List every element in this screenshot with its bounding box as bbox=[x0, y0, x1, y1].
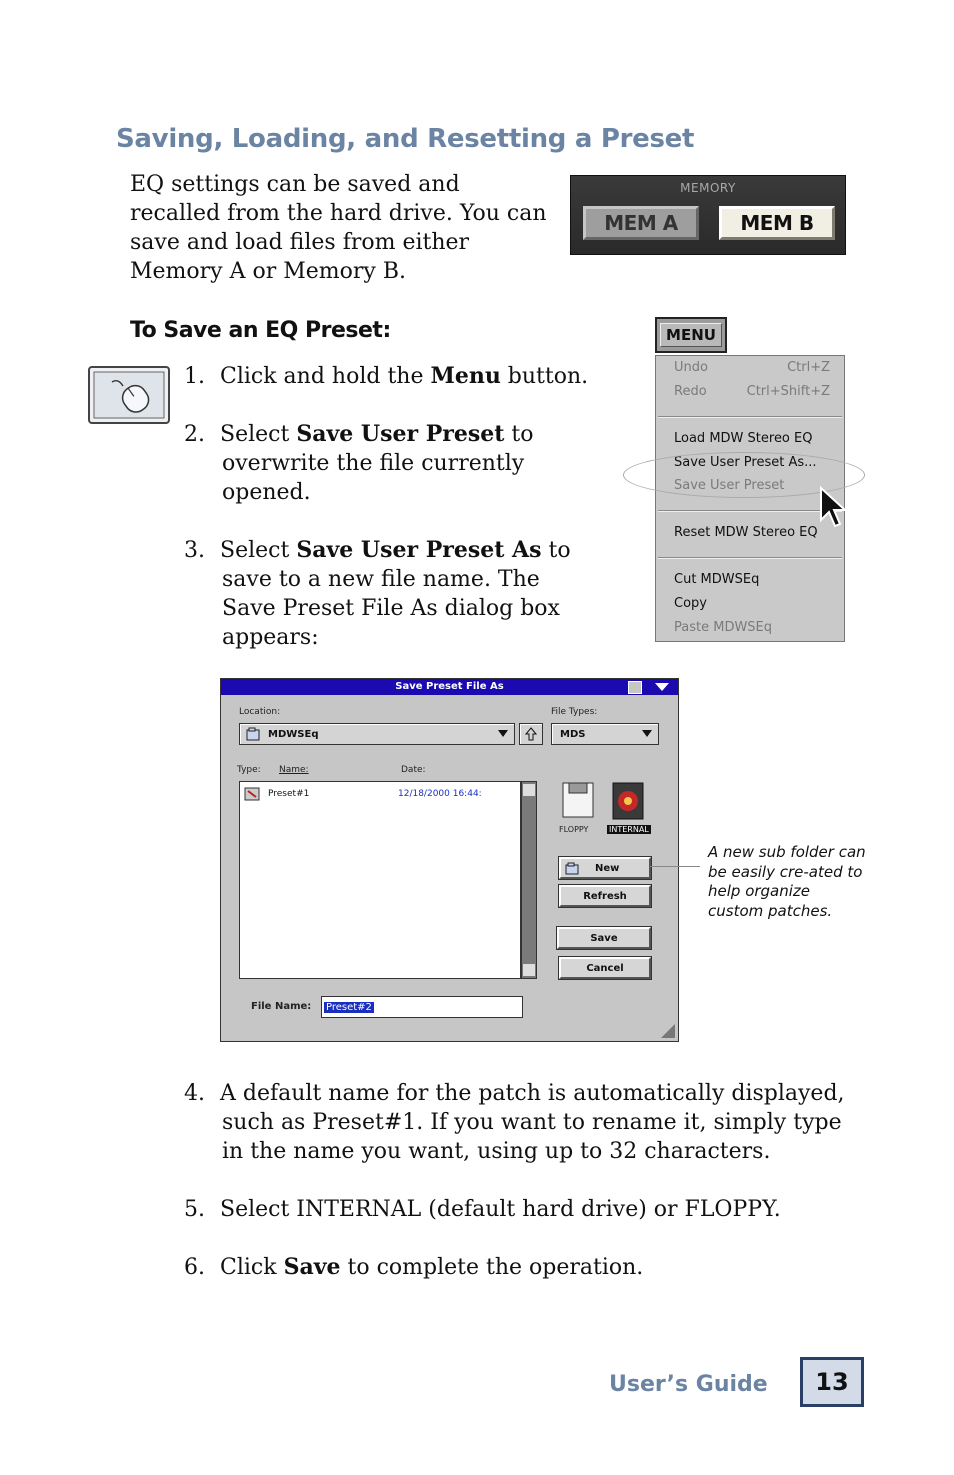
menu-item-reset[interactable] bbox=[674, 525, 830, 545]
step-number: 5. bbox=[184, 1197, 205, 1222]
menu-item-label: Load MDW Stereo EQ bbox=[674, 431, 813, 446]
memory-panel bbox=[570, 175, 846, 255]
menu-separator bbox=[658, 557, 842, 559]
step-number: 2. bbox=[184, 422, 205, 447]
preset-file-icon bbox=[244, 787, 260, 801]
up-folder-button[interactable] bbox=[519, 723, 543, 745]
menu-item-load[interactable] bbox=[674, 431, 830, 451]
file-list[interactable] bbox=[239, 781, 521, 979]
step-text: Save Preset File As dialog box bbox=[222, 596, 560, 621]
floppy-icon[interactable] bbox=[561, 781, 595, 821]
step-bold: Save User Preset As bbox=[296, 537, 542, 563]
page-number: 13 bbox=[800, 1357, 864, 1407]
menu-item-label: Save User Preset bbox=[674, 478, 785, 493]
menu-item-redo[interactable] bbox=[674, 384, 830, 404]
step-number: 4. bbox=[184, 1081, 205, 1106]
location-value: MDWSEq bbox=[268, 728, 319, 740]
mouse-icon bbox=[88, 366, 170, 424]
list-item[interactable] bbox=[244, 786, 516, 802]
step-text: overwrite the file currently bbox=[222, 451, 525, 476]
subheading: To Save an EQ Preset: bbox=[130, 318, 391, 343]
cursor-arrow-icon bbox=[818, 486, 848, 530]
date-column-header: Date: bbox=[401, 765, 426, 775]
menu-separator bbox=[658, 510, 842, 512]
file-name-cell: Preset#1 bbox=[268, 789, 310, 799]
file-date-cell: 12/18/2000 16:44: bbox=[398, 789, 482, 799]
menu-item-copy[interactable] bbox=[674, 596, 830, 616]
step-text: save to a new file name. The bbox=[222, 567, 540, 592]
step-3 bbox=[184, 536, 604, 652]
step-4 bbox=[184, 1079, 864, 1166]
step-text: to bbox=[541, 538, 571, 563]
menu-item-label: Paste MDWSEq bbox=[674, 620, 773, 635]
step-text: Click and hold the bbox=[220, 364, 431, 389]
location-select[interactable] bbox=[239, 723, 515, 745]
step-bold: Save User Preset bbox=[296, 421, 505, 447]
footer-guide-title: User’s Guide bbox=[609, 1372, 768, 1397]
chevron-down-icon bbox=[642, 730, 652, 738]
internal-drive-icon[interactable] bbox=[611, 781, 645, 821]
step-bold: Menu bbox=[430, 363, 501, 389]
step-text: such as Preset#1. If you want to rename it, simply type bbox=[222, 1110, 842, 1135]
file-types-select[interactable] bbox=[551, 723, 659, 745]
new-button-label: New bbox=[595, 862, 620, 874]
file-name-value: Preset#2 bbox=[326, 1001, 372, 1013]
step-number: 6. bbox=[184, 1255, 205, 1280]
folder-icon bbox=[246, 727, 260, 741]
mem-a-button[interactable]: MEM A bbox=[583, 206, 699, 240]
menu-item-label: Reset MDW Stereo EQ bbox=[674, 525, 818, 540]
step-2 bbox=[184, 420, 604, 507]
file-types-label: File Types: bbox=[551, 707, 598, 717]
file-name-input[interactable] bbox=[321, 996, 523, 1018]
scroll-up-icon[interactable] bbox=[523, 784, 535, 796]
type-column-header: Type: bbox=[237, 765, 261, 775]
name-column-header[interactable]: Name: bbox=[279, 765, 309, 775]
step-text: in the name you want, using up to 32 characters. bbox=[222, 1139, 771, 1164]
step-number: 3. bbox=[184, 538, 205, 563]
menu-item-label: Redo bbox=[674, 384, 707, 399]
menu-item-label: Undo bbox=[674, 360, 708, 375]
chevron-down-icon bbox=[498, 730, 508, 738]
memory-label: MEMORY bbox=[680, 181, 736, 195]
menu-dropdown bbox=[655, 355, 845, 642]
callout-line bbox=[650, 866, 700, 867]
menu-separator bbox=[658, 416, 842, 418]
step-number: 1. bbox=[184, 364, 205, 389]
callout-text: A new sub folder can be easily cre-ated to help organize custom patches. bbox=[708, 843, 866, 920]
menu-item-label: Save User Preset As... bbox=[674, 455, 817, 470]
step-text: appears: bbox=[222, 625, 319, 650]
section-title: Saving, Loading, and Resetting a Preset bbox=[116, 124, 695, 154]
step-5 bbox=[184, 1195, 864, 1224]
step-6 bbox=[184, 1253, 864, 1282]
resize-grip-icon[interactable] bbox=[660, 1023, 676, 1039]
refresh-button[interactable]: Refresh bbox=[559, 885, 651, 907]
file-name-label: File Name: bbox=[251, 1001, 312, 1012]
triangle-down-icon[interactable] bbox=[654, 682, 670, 692]
step-text: Select bbox=[220, 422, 297, 447]
menu-item-cut[interactable] bbox=[674, 572, 830, 592]
new-folder-button[interactable] bbox=[559, 857, 651, 879]
save-preset-dialog bbox=[220, 678, 679, 1042]
folder-icon bbox=[565, 862, 579, 875]
internal-label: INTERNAL bbox=[609, 825, 649, 834]
step-text: to bbox=[504, 422, 534, 447]
save-button[interactable]: Save bbox=[557, 927, 651, 949]
location-label: Location: bbox=[239, 707, 281, 717]
mem-b-button[interactable]: MEM B bbox=[719, 206, 835, 240]
step-text: opened. bbox=[222, 480, 311, 505]
cancel-button[interactable]: Cancel bbox=[559, 957, 651, 979]
collapse-icon[interactable] bbox=[628, 681, 642, 694]
scroll-down-icon[interactable] bbox=[523, 964, 535, 976]
step-bold: Save bbox=[283, 1254, 341, 1280]
menu-item-label: Copy bbox=[674, 596, 707, 611]
dialog-titlebar bbox=[221, 679, 678, 695]
step-text: Select bbox=[220, 538, 297, 563]
menu-shortcut: Ctrl+Z bbox=[787, 360, 830, 375]
step-text: Click bbox=[220, 1255, 284, 1280]
menu-item-paste[interactable] bbox=[674, 620, 830, 640]
file-types-value: MDS bbox=[560, 728, 586, 740]
step-text: button. bbox=[500, 364, 589, 389]
file-list-scrollbar[interactable] bbox=[521, 781, 537, 979]
floppy-label: FLOPPY bbox=[559, 825, 589, 834]
menu-button[interactable] bbox=[655, 317, 727, 353]
intro-paragraph: EQ settings can be saved and recalled from the hard drive. You can save and load files from either Memory A or Memory B. bbox=[130, 172, 547, 284]
menu-button-label: MENU bbox=[660, 323, 722, 347]
menu-shortcut: Ctrl+Shift+Z bbox=[746, 384, 830, 399]
menu-item-label: Cut MDWSEq bbox=[674, 572, 760, 587]
step-text: A default name for the patch is automatically displayed, bbox=[220, 1081, 845, 1106]
step-text: to complete the operation. bbox=[340, 1255, 644, 1280]
step-1 bbox=[184, 362, 604, 391]
up-arrow-icon bbox=[525, 727, 537, 741]
menu-item-undo[interactable] bbox=[674, 360, 830, 380]
step-text: Select INTERNAL (default hard drive) or FLOPPY. bbox=[220, 1197, 781, 1222]
dialog-title: Save Preset File As bbox=[395, 681, 504, 692]
